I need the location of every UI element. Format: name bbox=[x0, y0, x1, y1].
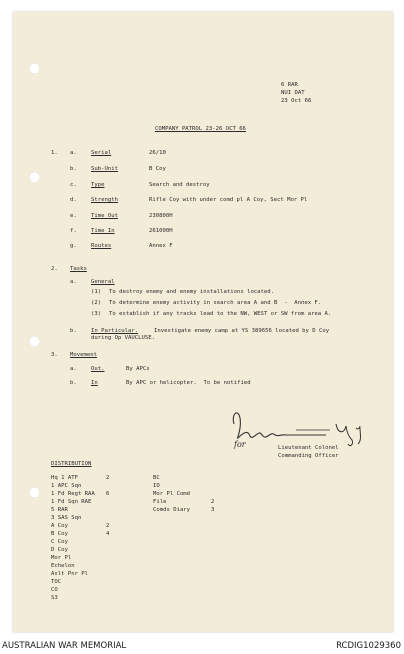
s2-b-text: Investigate enemy camp at YS 389656 located by D Coy bbox=[154, 328, 330, 334]
section-2-number: 2. bbox=[51, 266, 58, 272]
s1-item-letter: g. bbox=[70, 243, 77, 249]
dist-name: S3 bbox=[51, 595, 58, 601]
punch-hole bbox=[29, 487, 40, 498]
header-date: 23 Oct 66 bbox=[281, 98, 312, 104]
header-unit: 6 RAR bbox=[281, 82, 298, 88]
signature-role: Commanding Officer bbox=[278, 453, 339, 459]
dist-name: Echelon bbox=[51, 563, 75, 569]
dist-name: B Coy bbox=[51, 531, 68, 537]
section-3-number: 3. bbox=[51, 352, 58, 358]
section-1-number: 1. bbox=[51, 150, 58, 156]
s1-item-label: Sub-Unit bbox=[91, 166, 118, 172]
s2-a-label: General bbox=[91, 279, 115, 285]
s2-b-text: during Op VAUCLUSE. bbox=[91, 335, 155, 341]
s3-item-label: In bbox=[91, 380, 98, 386]
s2-general-text: To determine enemy activity in search area A and B - Annex F. bbox=[109, 300, 322, 306]
dist-name: File bbox=[153, 499, 167, 505]
s1-item-label: Type bbox=[91, 182, 105, 188]
dist-copies: 4 bbox=[106, 531, 110, 537]
s1-item-value: 26/10 bbox=[149, 150, 166, 156]
punch-hole bbox=[29, 336, 40, 347]
s2-b-label: In Particular. bbox=[91, 328, 139, 334]
dist-copies: 2 bbox=[106, 475, 110, 481]
section-2-heading: Tasks bbox=[70, 266, 87, 272]
dist-name: Comds Diary bbox=[153, 507, 191, 513]
s1-item-label: Serial bbox=[91, 150, 112, 156]
header-location: NUI DAT bbox=[281, 90, 305, 96]
signature-rank: Lieutenant Colonel bbox=[278, 445, 339, 451]
signature-for: for bbox=[234, 440, 246, 449]
dist-name: 1 APC Sqn bbox=[51, 483, 82, 489]
s1-item-value: 261000H bbox=[149, 228, 173, 234]
s3-item-value: By APCs bbox=[126, 366, 150, 372]
dist-name: 1 Fd Regt RAA bbox=[51, 491, 95, 497]
s1-item-value: 230800H bbox=[149, 213, 173, 219]
dist-name: BC bbox=[153, 475, 160, 481]
dist-name: C Coy bbox=[51, 539, 68, 545]
s2-a-letter: a. bbox=[70, 279, 77, 285]
punch-hole bbox=[29, 63, 40, 74]
punch-hole bbox=[29, 172, 40, 183]
s1-item-value: Rifle Coy with under comd pl A Coy, Sect Mor Pl bbox=[149, 197, 308, 203]
dist-name: IO bbox=[153, 483, 160, 489]
dist-copies: 3 bbox=[211, 507, 215, 513]
dist-name: 1 Fd Sqn RAE bbox=[51, 499, 92, 505]
s2-b-letter: b. bbox=[70, 328, 77, 334]
dist-name: TOC bbox=[51, 579, 62, 585]
s1-item-letter: e. bbox=[70, 213, 77, 219]
dist-name: Mor Pl Comd bbox=[153, 491, 191, 497]
s2-general-text: To destroy enemy and enemy installations located. bbox=[109, 289, 275, 295]
s1-item-value: Annex F bbox=[149, 243, 173, 249]
s2-general-num: (3) bbox=[91, 311, 102, 317]
s3-item-value: By APC or helicopter. To be notified bbox=[126, 380, 251, 386]
archive-footer bbox=[0, 634, 404, 654]
s1-item-letter: a. bbox=[70, 150, 77, 156]
s1-item-label: Routes bbox=[91, 243, 112, 249]
s2-general-num: (2) bbox=[91, 300, 102, 306]
distribution-heading: DISTRIBUTION bbox=[51, 461, 92, 467]
s3-item-letter: a. bbox=[70, 366, 77, 372]
s1-item-letter: b. bbox=[70, 166, 77, 172]
section-3-heading: Movement bbox=[70, 352, 97, 358]
dist-copies: 2 bbox=[106, 523, 110, 529]
dist-name: 5 RAR bbox=[51, 507, 68, 513]
dist-name: Mor Pl bbox=[51, 555, 72, 561]
s1-item-letter: f. bbox=[70, 228, 77, 234]
dist-name: A Coy bbox=[51, 523, 68, 529]
s1-item-letter: c. bbox=[70, 182, 77, 188]
dist-copies: 6 bbox=[106, 491, 110, 497]
document-page bbox=[13, 12, 393, 632]
s1-item-value: Search and destroy bbox=[149, 182, 210, 188]
dist-name: Aslt Pnr Pl bbox=[51, 571, 89, 577]
dist-name: CO bbox=[51, 587, 58, 593]
dist-copies: 2 bbox=[211, 499, 215, 505]
document-title: COMPANY PATROL 23-26 OCT 66 bbox=[155, 126, 246, 132]
s1-item-label: Time In bbox=[91, 228, 115, 234]
s1-item-label: Strength bbox=[91, 197, 118, 203]
footer-record-id: RCDIG1029360 bbox=[336, 641, 401, 651]
s1-item-value: B Coy bbox=[149, 166, 166, 172]
s2-general-num: (1) bbox=[91, 289, 102, 295]
s1-item-label: Time Out bbox=[91, 213, 118, 219]
s3-item-label: Out. bbox=[91, 366, 105, 372]
s2-general-text: To establish if any tracks lead to the NW, WEST or SW from area A. bbox=[109, 311, 332, 317]
dist-name: D Coy bbox=[51, 547, 68, 553]
dist-name: Hq 1 ATF bbox=[51, 475, 78, 481]
footer-source: AUSTRALIAN WAR MEMORIAL bbox=[2, 641, 127, 651]
s1-item-letter: d. bbox=[70, 197, 77, 203]
s3-item-letter: b. bbox=[70, 380, 77, 386]
dist-name: 3 SAS Sqn bbox=[51, 515, 82, 521]
